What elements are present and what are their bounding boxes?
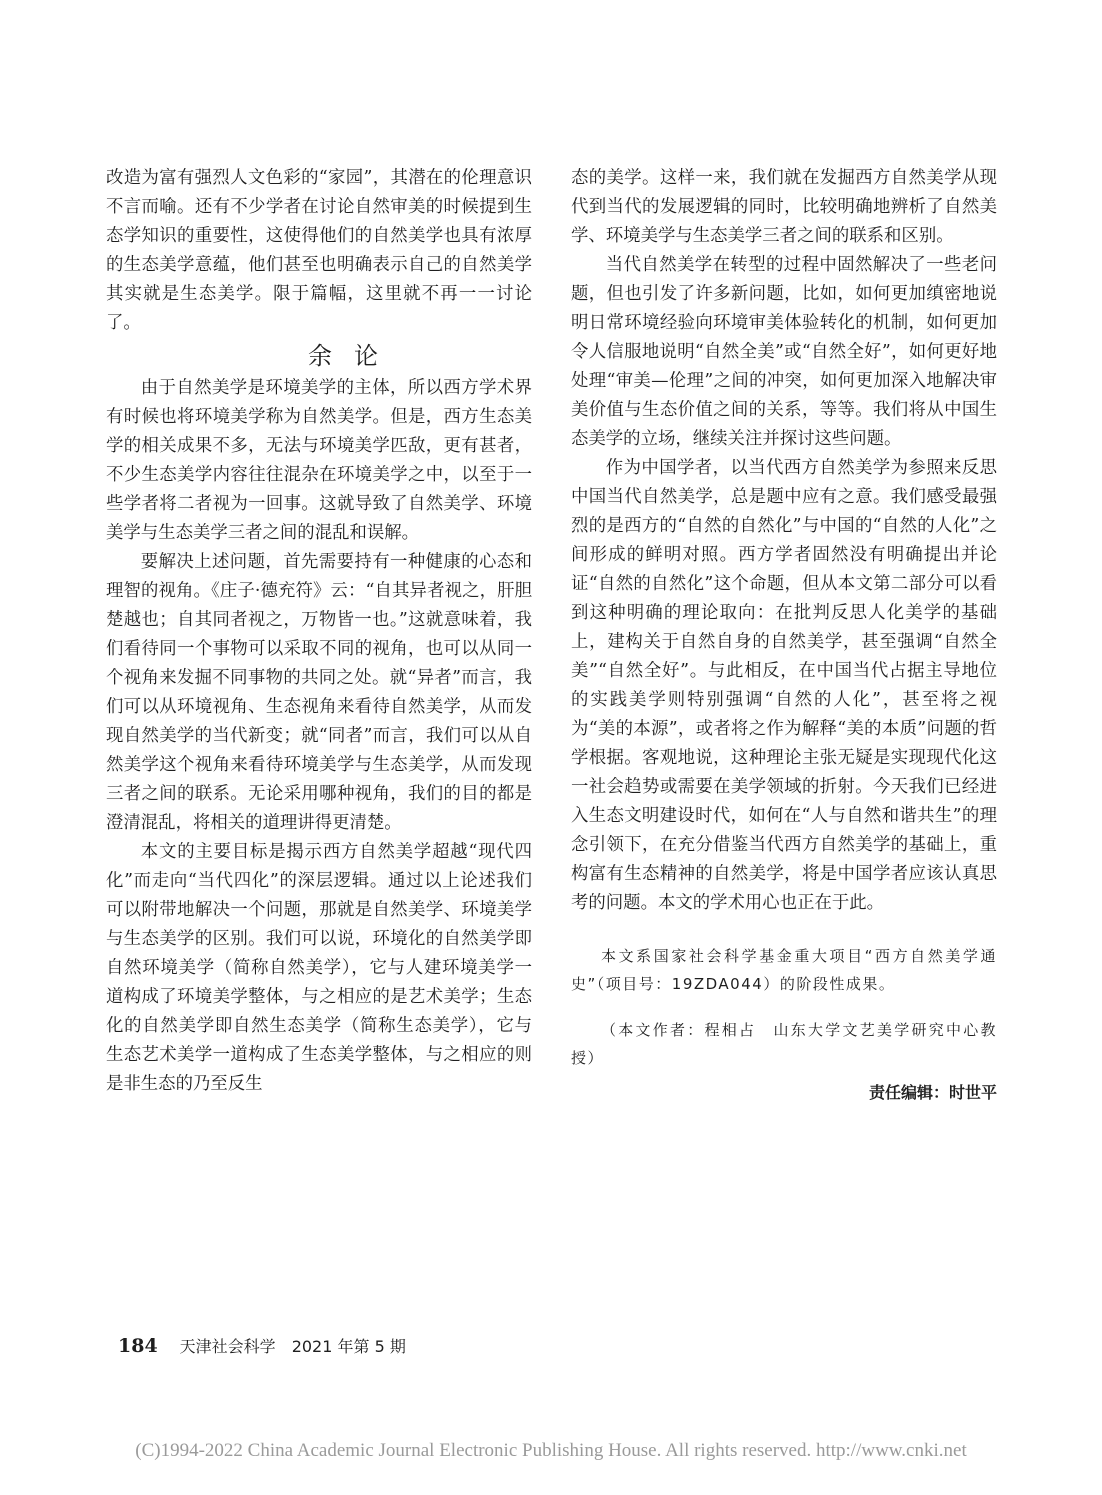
page-number: 184: [118, 1335, 158, 1357]
copyright-notice: (C)1994-2022 China Academic Journal Electronic Publishing House. All rights reserved. http://www.cnki.net: [135, 1440, 967, 1461]
right-column: [571, 164, 997, 1107]
paragraph: 要解决上述问题，首先需要持有一种健康的心态和理智的视角。《庄子·德充符》云：“自其异者视之，肝胆楚越也；自其同者视之，万物皆一也。”这就意味着，我们看待同一个事物可以采取不同的视角，也可以从同一个视角来发掘不同事物的共同之处。就“异者”而言，我们可以从环境视角、生态视角来看待自然美学，从而发现自然美学的当代新变；就“同者”而言，我们可以从自然美学这个视角来看待环境美学与生态美学，从而发现三者之间的联系。无论采用哪种视角，我们的目的都是澄清混乱，将相关的道理讲得更清楚。: [106, 552, 532, 833]
funding-note: 本文系国家社会科学基金重大项目“西方自然美学通史”（项目号：19ZDA044）的阶段性成果。: [571, 947, 997, 993]
issue-label: 2021 年第 5 期: [291, 1337, 406, 1356]
page-footer: [118, 1334, 406, 1357]
paragraph: 改造为富有强烈人文色彩的“家园”，其潜在的伦理意识不言而喻。还有不少学者在讨论自然审美的时候提到生态学知识的重要性，这使得他们的自然美学也具有浓厚的生态美学意蕴，他们甚至也明确表示自己的自然美学其实就是生态美学。限于篇幅，这里就不再一一讨论了。: [106, 168, 532, 333]
author-note: （本文作者：程相占 山东大学文艺美学研究中心教授）: [571, 1021, 997, 1067]
left-column: [106, 164, 532, 1099]
section-heading: 余论: [308, 342, 400, 370]
paragraph: 本文的主要目标是揭示西方自然美学超越“现代四化”而走向“当代四化”的深层逻辑。通过以上论述我们可以附带地解决一个问题，那就是自然美学、环境美学与生态美学的区别。我们可以说，环境化的自然美学即自然环境美学（简称自然美学），它与人建环境美学一道构成了环境美学整体，与之相应的是艺术美学；生态化的自然美学即自然生态美学（简称生态美学），它与生态艺术美学一道构成了生态美学整体，与之相应的则是非生态的乃至反生: [106, 842, 532, 1094]
paragraph: 作为中国学者，以当代西方自然美学为参照来反思中国当代自然美学，总是题中应有之意。我们感受最强烈的是西方的“自然的自然化”与中国的“自然的人化”之间形成的鲜明对照。西方学者固然没有明确提出并论证“自然的自然化”这个命题，但从本文第二部分可以看到这种明确的理论取向：在批判反思人化美学的基础上，建构关于自然自身的自然美学，甚至强调“自然全美”“自然全好”。与此相反，在中国当代占据主导地位的实践美学则特别强调“自然的人化”，甚至将之视为“美的本源”，或者将之作为解释“美的本质”问题的哲学根据。客观地说，这种理论主张无疑是实现现代化这一社会趋势或需要在美学领域的折射。今天我们已经进入生态文明建设时代，如何在“人与自然和谐共生”的理念引领下，在充分借鉴当代西方自然美学的基础上，重构富有生态精神的自然美学，将是中国学者应该认真思考的问题。本文的学术用心也正在于此。: [571, 458, 997, 913]
responsible-editor: 责任编辑：时世平: [868, 1083, 997, 1102]
paragraph: 当代自然美学在转型的过程中固然解决了一些老问题，但也引发了许多新问题，比如，如何更加缜密地说明日常环境经验向环境审美体验转化的机制，如何更加令人信服地说明“自然全美”或“自然全好”，如何更好地处理“审美—伦理”之间的冲突，如何更加深入地解决审美价值与生态价值之间的关系，等等。我们将从中国生态美学的立场，继续关注并探讨这些问题。: [571, 255, 997, 449]
paragraph: 态的美学。这样一来，我们就在发掘西方自然美学从现代到当代的发展逻辑的同时，比较明确地辨析了自然美学、环境美学与生态美学三者之间的联系和区别。: [571, 168, 997, 246]
paragraph: 由于自然美学是环境美学的主体，所以西方学术界有时候也将环境美学称为自然美学。但是，西方生态美学的相关成果不多，无法与环境美学匹敌，更有甚者，不少生态美学内容往往混杂在环境美学之中，以至于一些学者将二者视为一回事。这就导致了自然美学、环境美学与生态美学三者之间的混乱和误解。: [106, 378, 532, 543]
journal-title: 天津社会科学: [179, 1337, 276, 1356]
